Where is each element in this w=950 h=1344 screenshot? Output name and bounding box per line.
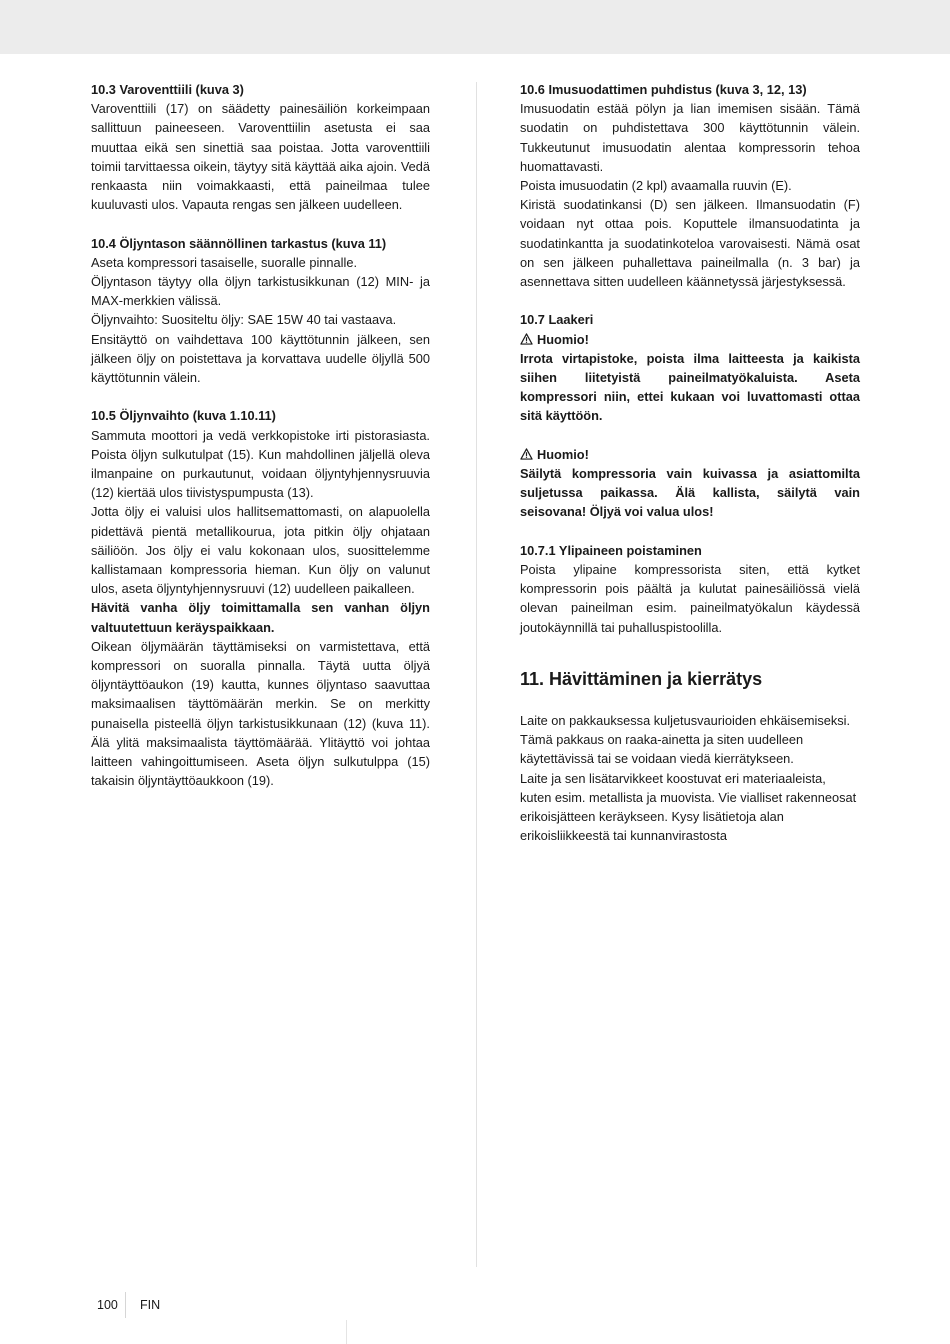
column-divider <box>476 82 477 1267</box>
section-10-6 <box>520 80 860 291</box>
paragraph: Öljynvaihto: Suositeltu öljy: SAE 15W 40 tai vastaava. <box>91 312 397 328</box>
section-heading: 10.4 Öljyntason säännöllinen tarkastus (kuva 11) <box>91 235 387 251</box>
warning-label-text: Huomio! <box>537 331 589 347</box>
warning-text: Säilytä kompressoria vain kuivassa ja asiattomilta suljetussa paikassa. Älä kallista, säilytä vain seisovana! Öljyä voi valua ulos! <box>520 466 860 520</box>
crop-mark <box>346 1320 347 1344</box>
section-10-5 <box>91 406 430 790</box>
section-10-7 <box>520 310 860 521</box>
section-heading: 10.3 Varoventtiili (kuva 3) <box>91 82 244 97</box>
warning-triangle-icon <box>520 333 533 345</box>
section-10-4 <box>91 234 430 388</box>
page-number: 100 <box>97 1298 118 1312</box>
paragraph: Sammuta moottori ja vedä verkkopistoke irti pistorasiasta. Poista öljyn sulkutulpat (15). Kun mahdollinen jäljellä oleva ilmanpaine on purkautunut, voidaan öljyntyhjennysruuvia (12) kiertää ulos tiivistyspumpusta (13). <box>91 427 430 501</box>
section-heading: 10.6 Imusuodattimen puhdistus (kuva 3, 12, 13) <box>520 82 807 97</box>
warning-label <box>520 330 860 349</box>
section-heading: 10.7.1 Ylipaineen poistaminen <box>520 542 702 558</box>
section-heading: 10.5 Öljynvaihto (kuva 1.10.11) <box>91 408 276 424</box>
left-column <box>91 80 430 790</box>
paragraph: Imusuodatin estää pölyn ja lian imemisen sisään. Tämä suodatin on puhdistettava 300 käyttötunnin välein. Tukkeutunut imusuodatin alentaa kompressorin tehoa huomattavasti. <box>520 101 860 174</box>
section-10-3 <box>91 80 430 214</box>
right-column <box>520 80 860 845</box>
warning-triangle-icon <box>520 448 533 460</box>
paragraph: Varoventtiili (17) on säädetty painesäiliön korkeimpaan sallittuun paineeseen. Varoventtiilin asetusta ei saa muuttaa eikä sen sinettiä saa poistaa. Jotta varoventtiili toimii tarvittaessa oikein, täytyy sitä käyttää aika ajoin. Vedä renkaasta niin voimakkaasti, että paineilmaa tulee kuuluvasti ulos. Vapauta rengas sen jälkeen uudelleen. <box>91 101 430 213</box>
paragraph: Laite on pakkauksessa kuljetusvaurioiden ehkäisemiseksi. Tämä pakkaus on raaka-ainetta ja siten uudelleen käytettävissä tai se voidaan viedä kierrätykseen. <box>520 713 851 767</box>
section-heading: 10.7 Laakeri <box>520 312 594 328</box>
paragraph: Öljyntason täytyy olla öljyn tarkistusikkunan (12) MIN- ja MAX-merkkien välissä. <box>91 274 430 309</box>
language-code: FIN <box>140 1298 161 1312</box>
paragraph: Poista imusuodatin (2 kpl) avaamalla ruuvin (E). <box>520 178 792 194</box>
paragraph: Kiristä suodatinkansi (D) sen jälkeen. Ilmansuodatin (F) voidaan nyt ottaa pois. Koputtele ilmansuodatinta ja suodatinkantta ja suodatinkoteloa varovaisesti. Nämä osat on sen jälkeen puhallettava paineilmalla (n. 3 bar) ja asennettava sitten uudelleen käännetyssä järjestyksessä. <box>520 197 860 290</box>
paragraph: Oikean öljymäärän täyttämiseksi on varmistettava, että kompressori on suoralla pinnalla. Täytä uutta öljyä öljyntäyttöaukon (19) kautta, kunnes öljyntaso saavuttaa maksimaalisen täyttömäärän merkin. Se on merkitty punaisella pisteellä öljyn tarkistusikkunaan (12) (kuva 11). Älä ylitä maksimaalista täyttömäärää. Ylitäyttö voi johtaa laitteen vahingoittumiseen. Aseta öljyn sulkutulppa (15) takaisin öljyntäyttöaukkoon (19). <box>91 638 430 789</box>
warning-text: Irrota virtapistoke, poista ilma laitteesta ja kaikista siihen liitetyistä paineilmatyökaluista. Aseta kompressori niin, ettei kukaan voi luvattomasti ottaa sitä käyttöön. <box>520 350 860 424</box>
footer-separator <box>125 1292 126 1318</box>
top-header-band <box>0 0 950 54</box>
paragraph: Poista ylipaine kompressorista siten, että kytket kompressorin pois päältä ja kulutat painesäiliössä vielä olevan paineilman esim. paineilmatyökalun käydessä joutokäynnillä tai puhalluspistoolilla. <box>520 562 860 635</box>
paragraph: Aseta kompressori tasaiselle, suoralle pinnalle. <box>91 254 358 270</box>
bold-notice: Hävitä vanha öljy toimittamalla sen vanhan öljyn valtuutettuun keräyspaikkaan. <box>91 600 430 635</box>
paragraph: Ensitäyttö on vaihdettava 100 käyttötunnin jälkeen, sen jälkeen öljy on poistettava ja korvattava uudelle öljyllä 500 käyttötunnin välein. <box>91 331 430 386</box>
warning-label-text: Huomio! <box>537 446 589 462</box>
paragraph: Laite ja sen lisätarvikkeet koostuvat eri materiaaleista, kuten esim. metallista ja muovista. Vie vialliset rakenneosat erikoisjätteen keräykseen. Kysy lisätietoja alan erikoisliikkeestä tai kunnanvirastosta <box>520 770 857 844</box>
section-10-7-1 <box>520 541 860 637</box>
paragraph: Jotta öljy ei valuisi ulos hallitsemattomasti, on alapuolella pidettävä pientä metallikourua, jota pitkin öljy ohjataan säiliöön. Jos öljy ei valu kokonaan ulos, suosittelemme kallistamaan kompressoria hieman. Kun öljy on valunut ulos, aseta öljyntyhjennysruuvi (12) uudelleen paikalleen. <box>91 504 430 597</box>
section-11 <box>520 666 860 846</box>
warning-label <box>520 445 860 464</box>
chapter-heading: 11. Hävittäminen ja kierrätys <box>520 668 763 689</box>
